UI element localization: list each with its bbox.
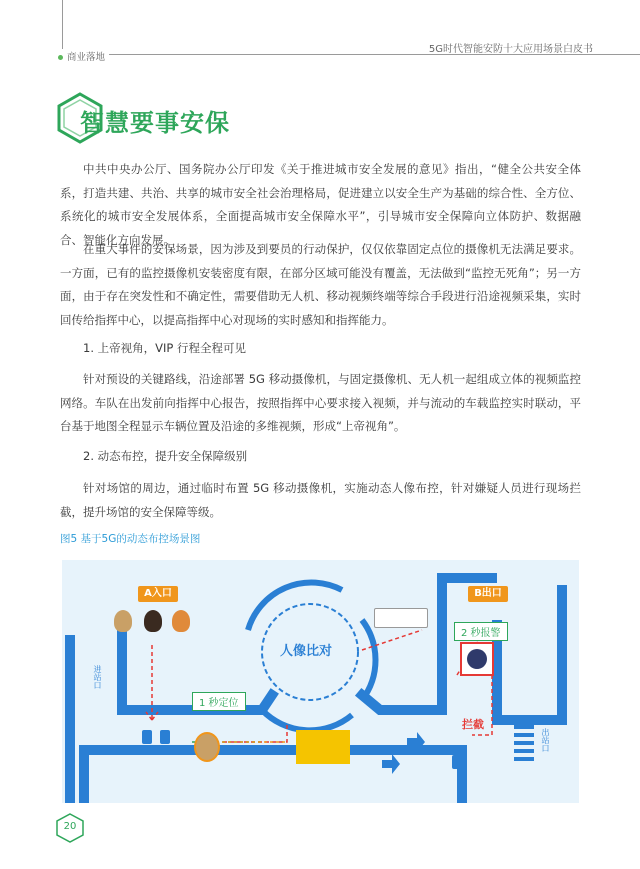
camera-icon	[374, 608, 428, 628]
figure-caption: 图5 基于5G的动态布控场景图	[60, 533, 201, 545]
page-title: 智慧要事安保	[80, 109, 230, 137]
header-section	[58, 49, 109, 63]
entrance-b-label: B出口	[468, 586, 508, 602]
police-icon	[467, 649, 487, 669]
subheading-2: 2. 动态布控，提升安全保障级别	[83, 449, 248, 463]
subheading-1: 1. 上帝视角，VIP 行程全程可见	[83, 341, 246, 355]
suspect-icon	[194, 732, 220, 762]
face-match-label: 人像比对	[280, 644, 333, 659]
locate-label: 1 秒定位	[192, 692, 246, 711]
vip-group-icon	[296, 730, 350, 764]
paragraph-3: 针对预设的关键路线，沿途部署 5G 移动摄像机，与固定摄像机、无人机一起组成立体的视频监控网络。车队在出发前向指挥中心报告，按照指挥中心要求接入视频，并与流动的车载监控实时联动，平台基于地图全程显示车辆位置及沿途的多维视频，形成“上帝视角”。	[60, 372, 581, 433]
entrance-a-label: A入口	[138, 586, 178, 602]
paragraph-4: 针对场馆的周边，通过临时布置 5G 移动摄像机，实施动态人像布控，针对嫌疑人员进行现场拦截，提升场馆的安全保障等级。	[60, 481, 581, 519]
alarm-label: 2 秒报警	[454, 622, 508, 641]
person-icon	[172, 610, 190, 632]
header-vertical-rule	[62, 0, 63, 54]
figure-dynamic-surveillance	[62, 560, 579, 803]
exit-gate-label: 出站口	[541, 728, 550, 752]
paragraph-2: 在重大事件的安保场景，因为涉及到要员的行动保护，仅仅依靠固定点位的摄像机无法满足要求。一方面，已有的监控摄像机安装密度有限，在部分区域可能没有覆盖，无法做到“监控无死角”；另一方面，由于存在突发性和不确定性，需要借助无人机、移动视频终端等综合手段进行沿途视频采集，实时回传给指挥中心，以提高指挥中心对现场的实时感知和指挥能力。	[60, 242, 581, 327]
page-number: 20	[63, 821, 77, 832]
lower-wall	[84, 750, 462, 803]
suspect-frame	[460, 642, 494, 676]
entry-gate-label: 进站口	[93, 665, 102, 689]
person-icon	[114, 610, 132, 632]
bullet-dot-icon	[58, 55, 63, 60]
intercept-label: 拦截	[462, 718, 484, 731]
header-book-title: 5G时代智能安防十大应用场景白皮书	[428, 44, 593, 55]
paragraph-1: 中共中央办公厅、国务院办公厅印发《关于推进城市安全发展的意见》指出，“健全公共安全体系，打造共建、共治、共享的城市安全社会治理格局，促进建立以安全生产为基础的综合性、全方位、系统化的城市安全发展体系，全面提高城市安全保障水平”，引导城市安全保障向立体防护、数据融合、智能化方向发展。	[60, 162, 581, 247]
person-icon	[144, 610, 162, 632]
header-section-label: 商业落地	[67, 52, 106, 63]
